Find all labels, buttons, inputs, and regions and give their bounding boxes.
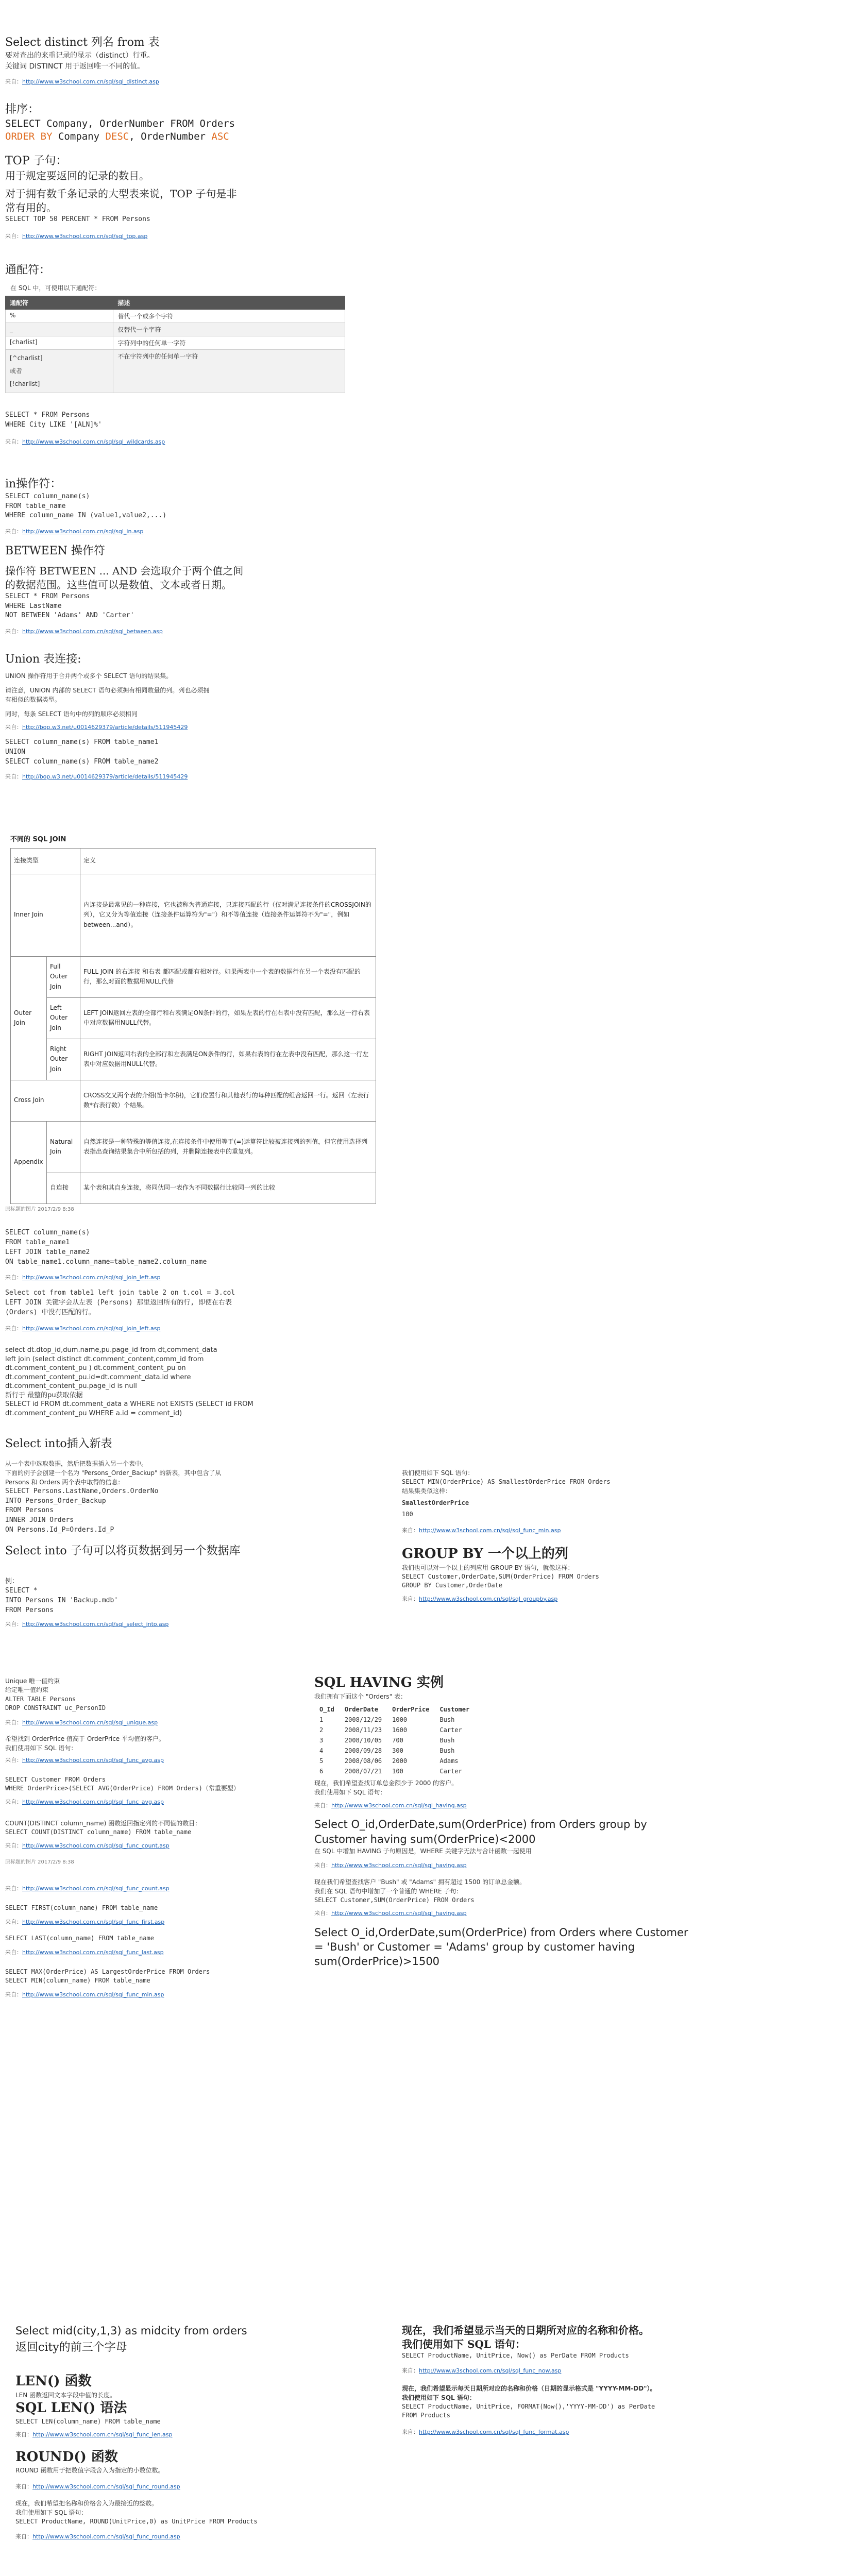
table-header: 通配符 <box>6 296 113 309</box>
code-min: SELECT MIN(column_name) FROM table_name <box>5 1977 150 1985</box>
text-line: UNION 操作符用于合并两个或多个 SELECT 语句的结果集。 <box>5 672 173 680</box>
source-link[interactable]: http://www.w3school.com.cn/sql/sql_func_format.asp <box>419 2428 569 2435</box>
code-having: SELECT Customer,SUM(OrderPrice) FROM Orders <box>314 1896 475 1904</box>
source-link[interactable]: http://www.w3school.com.cn/sql/sql_join_left.asp <box>22 1274 161 1281</box>
source-link-line: 来自：http://www.w3school.com.cn/sql/sql_func_first.asp <box>5 1919 165 1926</box>
heading-top: TOP 子句： <box>5 155 67 167</box>
heading-select-into-db: Select into 子句可以将页数据到另一个数据库 <box>5 1544 241 1557</box>
code-round: SELECT ProductName, ROUND(UnitPrice,0) as UnitPrice FROM Products <box>15 2518 258 2525</box>
text-line: 下面的例子会创建一个名为 "Persons_Order_Backup" 的新表，其中包含了从 <box>5 1469 222 1477</box>
text-line: dt.comment_content_pu.id=dt.comment_data.id where <box>5 1373 191 1381</box>
source-link-line: 来自：http://www.w3school.com.cn/sql/sql_func_format.asp <box>402 2428 569 2435</box>
section-select-into <box>5 1436 356 1629</box>
table-row: Outer Join Full Outer Join FULL JOIN 的右连接 和右表 都匹配或都有相对行。如果两表中一个表的数据行在另一个表没有匹配的行，那么对面的数据用NULL代替 <box>11 956 376 997</box>
source-link[interactable]: http://www.w3school.com.cn/sql/sql_groupby.asp <box>419 1595 558 1602</box>
section-having <box>314 1674 696 1969</box>
text-line: ROUND 函数用于把数值字段舍入为指定的小数位数。 <box>15 2467 164 2475</box>
text-line: 新行于 最整的pu获取依据 <box>5 1391 83 1399</box>
heading-in: in操作符： <box>5 478 62 490</box>
text-line: 我们使用如下 SQL 语句： <box>15 2509 88 2516</box>
source-link-line: 来自：http://www.w3school.com.cn/sql/sql_func_len.asp <box>15 2431 173 2438</box>
section-now <box>402 2324 721 2436</box>
source-link[interactable]: http://www.w3school.com.cn/sql/sql_having.asp <box>331 1862 467 1869</box>
section-min <box>402 1468 690 1535</box>
code-select-into-db: SELECT * INTO Persons IN 'Backup.mdb' FROM Persons <box>5 1587 119 1614</box>
source-link-line: 来自：http://www.w3school.com.cn/sql/sql_func_now.asp <box>402 2367 562 2375</box>
text-line: 现在，我们希望把名称和价格舍入为最接近的整数。 <box>15 2500 158 2507</box>
source-link-line: 来自：http://www.w3school.com.cn/sql/sql_func_avg.asp <box>5 1757 164 1764</box>
code-union: SELECT column_name(s) FROM table_name1 UNION SELECT column_name(s) FROM table_name2 <box>5 738 159 766</box>
text-line: 有相似的数据类型。 <box>5 696 61 703</box>
source-link[interactable]: http://www.w3school.com.cn/sql/sql_having.asp <box>331 1802 467 1809</box>
code-format: SELECT ProductName, UnitPrice, FORMAT(Now(),'YYYY-MM-DD') as PerDate FROM Products <box>402 2402 655 2419</box>
text-line: 请注意，UNION 内部的 SELECT 语句必须拥有相同数量的列。列也必须拥 <box>5 686 210 694</box>
source-link-line: 来自：http://www.w3school.com.cn/sql/sql_func_count.asp <box>5 1842 170 1849</box>
heading-having-query: Select O_id,OrderDate,sum(OrderPrice) from Orders group by Customer having sum(OrderPrice)<2000 <box>314 1818 647 1845</box>
section-dump <box>5 1346 376 1418</box>
wildcard-table <box>5 296 345 394</box>
text-line: 我们使用如下 SQL 语句： <box>402 1469 474 1477</box>
text-line: 我们在 SQL 语句中增加了一个普通的 WHERE 子句： <box>314 1887 463 1895</box>
source-link-line: 来自：http://www.w3school.com.cn/sql/sql_top.asp <box>5 232 148 240</box>
text-line: 关键词 DISTINCT 用于返回唯一不同的值。 <box>5 62 145 71</box>
result-column: SmallestOrderPrice <box>402 1499 469 1507</box>
code-wildcards: SELECT * FROM Persons WHERE City LIKE '[ALN]%' <box>5 411 102 429</box>
source-link[interactable]: http://www.w3school.com.cn/sql/sql_func_round.asp <box>32 2483 180 2490</box>
heading-having-query2: Select O_id,OrderDate,sum(OrderPrice) from Orders where Customer = 'Bush' or Customer = 'Adams' group by customer having sum(OrderPrice)>1500 <box>314 1926 688 1968</box>
table-row: 4 2008/09/28 300 Bush <box>319 1747 455 1754</box>
code-order-line2: ORDER BY Company DESC, OrderNumber ASC <box>5 131 229 143</box>
text-line: 返回city的前三个字母 <box>15 2341 127 2354</box>
source-link-line: 来自：http://www.w3school.com.cn/sql/sql_select_into.asp <box>5 1620 169 1628</box>
source-link[interactable]: http://www.w3school.com.cn/sql/sql_distinct.asp <box>22 78 159 85</box>
heading-select-into: Select into插入新表 <box>5 1437 112 1450</box>
section-in <box>5 477 314 536</box>
text-line: dt.comment_content_pu WHERE a.id = comment_id) <box>5 1409 182 1417</box>
source-link[interactable]: http://www.w3school.com.cn/sql/sql_join_left.asp <box>22 1325 161 1332</box>
text-line: 我们使用如下 SQL 语句： <box>402 2394 476 2401</box>
heading-now: 现在，我们希望显示当天的日期所对应的名称和价格。 <box>402 2324 649 2336</box>
table-row: 6 2008/07/21 100 Carter <box>319 1767 462 1775</box>
text-line: 要对查出的来重记录的显示（distinct）行重。 <box>5 51 155 60</box>
source-link[interactable]: http://www.w3school.com.cn/sql/sql_func_round.asp <box>32 2533 180 2540</box>
source-link-line: 来自：http://www.w3school.com.cn/sql/sql_func_round.asp <box>15 2483 180 2490</box>
table-row: Appendix Natural Join 自然连接是一种特殊的等值连接,在连接条件中使用等于(=)运算符比较被连接列的列值，但它使用选择列表指出查询结果集合中所包括的列，并删除连接表中的重复列。 <box>11 1121 376 1173</box>
text-line: 现在我们希望查找客户 "Bush" 或 "Adams" 拥有超过 1500 的订单总金额。 <box>314 1878 526 1886</box>
text-line: LEN 函数返回文本字段中值的长度。 <box>15 2391 116 2399</box>
caption: 原标题的图片 2017/2/9 8:38 <box>5 1207 74 1212</box>
text-line: 在 SQL 中，可使用以下通配符： <box>10 284 101 292</box>
text-line: COUNT(DISTINCT column_name) 函数返回指定列的不同值的数目： <box>5 1820 201 1827</box>
table-row: 5 2008/08/06 2000 Adams <box>319 1757 459 1765</box>
text-line: 现在，我们希望查找订单总金额少于 2000 的客户。 <box>314 1779 458 1787</box>
text-line: 给定唯一值约束 <box>5 1686 49 1694</box>
source-link[interactable]: http://www.w3school.com.cn/sql/sql_func_count.asp <box>22 1885 170 1892</box>
code-left-join: SELECT column_name(s) FROM table_name1 LEFT JOIN table_name2 ON table_name1.column_name=table_name2.column_name <box>5 1229 207 1266</box>
source-link-line: 来自：http://www.w3school.com.cn/sql/sql_wildcards.asp <box>5 438 165 445</box>
table-row: Left Outer Join LEFT JOIN返回左表的全部行和右表满足ON条件的行，如果左表的行在右表中没有匹配，那么这一行右表中对应数据用NULL代替。 <box>11 997 376 1039</box>
heading-join: 不同的 SQL JOIN <box>10 836 66 843</box>
code-last: SELECT LAST(column_name) FROM table_name <box>5 1934 154 1942</box>
heading-mid: Select mid(city,1,3) as midcity from orders <box>15 2325 247 2337</box>
section-join <box>10 835 376 1204</box>
code-between: SELECT * FROM Persons WHERE LastName NOT BETWEEN 'Adams' AND 'Carter' <box>5 592 134 620</box>
code-max: SELECT MAX(OrderPrice) AS LargestOrderPrice FROM Orders <box>5 1968 210 1975</box>
table-row: [charlist] 字符列中的任何单一字符 <box>6 336 345 349</box>
heading-between: BETWEEN 操作符 <box>5 545 105 557</box>
text-line: left join (select distinct dt.comment_content,comm_id from <box>5 1355 204 1363</box>
table-row: Inner Join 内连接是最常见的一种连接，它也被称为普通连接，只连接匹配的行（仅对满足连接条件的CROSSJOIN的列），它又分为等值连接（连接条件运算符为"="）和不等值连接（连接条件运算符不为"="，例如between...and）。 <box>11 874 376 956</box>
source-link[interactable]: http://www.w3school.com.cn/sql/sql_func_avg.asp <box>22 1757 164 1764</box>
source-link-line: 来自：http://www.w3school.com.cn/sql/sql_having.asp <box>314 1862 467 1869</box>
text-line: 希望找到 OrderPrice 值高于 OrderPrice 平均值的客户。 <box>5 1735 165 1743</box>
heading-round: ROUND() 函数 <box>15 2449 118 2465</box>
code-len: SELECT LEN(column_name) FROM table_name <box>15 2417 161 2425</box>
table-header: OrderDate <box>344 1705 378 1713</box>
section-groupby <box>402 1546 711 1603</box>
text-line: select dt.dtop_id,dum.name,pu.page_id from dt,comment_data <box>5 1346 217 1354</box>
table-row: 自连接 某个表和其自身连接，将同伙同一表作为不同数据行比较同一列的比较 <box>11 1173 376 1204</box>
section-between <box>5 544 335 636</box>
text-line: 用于规定要返回的记录的数目。 <box>5 169 149 182</box>
text-line: 操作符 BETWEEN ... AND 会选取介于两个值之间 <box>5 564 244 577</box>
source-link[interactable]: http://www.w3school.com.cn/sql/sql_func_count.asp <box>22 1842 170 1849</box>
heading-len-syntax: SQL LEN() 语法 <box>15 2400 127 2416</box>
text-line: 的数据范围。这些值可以是数值、文本或者日期。 <box>5 578 232 591</box>
code-top: SELECT TOP 50 PERCENT * FROM Persons <box>5 215 150 223</box>
source-link-line: 来自：http://www.w3school.com.cn/sql/sql_func_count.asp <box>5 1885 170 1892</box>
source-link-line: 来自：http://www.w3school.com.cn/sql/sql_unique.asp <box>5 1719 158 1726</box>
code-min-result: SELECT MIN(OrderPrice) AS SmallestOrderPrice FROM Orders <box>402 1478 611 1485</box>
source-link[interactable]: http://www.w3school.com.cn/sql/sql_top.asp <box>22 232 148 240</box>
text-line: 对于拥有数千条记录的大型表来说，TOP 子句是非 <box>5 187 237 200</box>
code-order-line1: SELECT Company, OrderNumber FROM Orders <box>5 117 235 129</box>
source-link[interactable]: http://www.w3school.com.cn/sql/sql_func_first.asp <box>22 1919 165 1926</box>
source-link-line: 来自：http://www.w3school.com.cn/sql/sql_func_min.asp <box>402 1527 561 1534</box>
heading-now-sub: 我们使用如下 SQL 语句： <box>402 2338 526 2350</box>
heading-having: SQL HAVING 实例 <box>314 1675 444 1690</box>
text-line: 例： <box>5 1577 19 1585</box>
result-value: 100 <box>402 1510 413 1518</box>
source-link-line: 来自：http://www.w3school.com.cn/sql/sql_having.asp <box>314 1802 467 1809</box>
source-link-line: 来自：http://www.w3school.com.cn/sql/sql_func_round.asp <box>15 2533 180 2540</box>
source-link[interactable]: http://www.w3school.com.cn/sql/sql_unique.asp <box>22 1719 158 1726</box>
source-link[interactable]: http://bop.w3.net/u0014629379/article/details/511945429 <box>22 773 188 780</box>
heading-union: Union 表连接: <box>5 653 81 666</box>
code-left-join-note: Select cot from table1 left join table 2 on t.col = 3.col LEFT JOIN 关键字会从左表 (Persons) 那里返回所有的行, 即使在右表 (Orders) 中没有匹配的行。 <box>5 1289 235 1316</box>
source-link[interactable]: http://www.w3school.com.cn/sql/sql_between.asp <box>22 628 163 635</box>
source-link[interactable]: http://www.w3school.com.cn/sql/sql_func_now.asp <box>419 2367 562 2375</box>
section-union <box>5 652 356 781</box>
table-row: % 替代一个或多个字符 <box>6 309 345 323</box>
caption: 原标题的图片 2017/2/9 8:38 <box>5 1859 74 1866</box>
source-link[interactable]: http://www.w3school.com.cn/sql/sql_wildcards.asp <box>22 438 165 445</box>
source-link-line: 来自：http://bop.w3.net/u0014629379/article/details/511945429 <box>5 773 188 780</box>
text-line: dt.comment_content_pu ) dt.comment_content_pu on <box>5 1364 186 1372</box>
table-header: OrderPrice <box>392 1705 430 1713</box>
table-row: [^charlist] 或者 [!charlist] 不在字符列中的任何单一字符 <box>6 349 345 393</box>
heading-wildcards: 通配符： <box>5 264 51 277</box>
table-header: Customer <box>439 1705 470 1713</box>
text-line: 结果集类似这样： <box>402 1487 452 1495</box>
code-avg: SELECT Customer FROM Orders WHERE OrderPrice>(SELECT AVG(OrderPrice) FROM Orders)（常重要型） <box>5 1775 240 1792</box>
text-line: 常有用的。 <box>5 201 57 214</box>
section-top <box>5 154 314 241</box>
text-line: 现在，我们希望显示每天日期所对应的名称和价格（日期的显示格式是 "YYYY-MM-DD"）。 <box>402 2384 656 2392</box>
join-table <box>10 848 376 1204</box>
source-link-line: 来自：http://www.w3school.com.cn/sql/sql_having.asp <box>314 1910 467 1917</box>
orders-table <box>314 1704 475 1776</box>
source-link[interactable]: http://bop.w3.net/u0014629379/article/details/511945429 <box>22 723 188 731</box>
keyword-asc: ASC <box>211 131 229 143</box>
source-link[interactable]: http://www.w3school.com.cn/sql/sql_func_len.asp <box>32 2431 173 2438</box>
section-functions <box>5 1677 304 1999</box>
table-header: O_Id <box>319 1705 334 1713</box>
table-row: Cross Join CROSS交叉两个表的介绍(笛卡尔积)，它们位置行和其他表行的每种匹配的组合返回一行。返回（左表行数*右表行数）个结果。 <box>11 1080 376 1121</box>
text-line: ALTER TABLE Persons <box>5 1695 76 1703</box>
table-row: 3 2008/10/05 700 Bush <box>319 1736 455 1744</box>
code-now: SELECT ProductName, UnitPrice, Now() as PerDate FROM Products <box>402 2352 629 2359</box>
code-in: SELECT column_name(s) FROM table_name WHERE column_name IN (value1,value2,...) <box>5 492 167 520</box>
keyword-order-by: ORDER BY <box>5 131 53 143</box>
section-wildcards <box>5 263 356 447</box>
source-link-line: 来自：http://www.w3school.com.cn/sql/sql_between.asp <box>5 628 163 635</box>
source-link-line: 来自：http://www.w3school.com.cn/sql/sql_func_min.asp <box>5 1991 164 1998</box>
text-line: Unique 唯一值约束 <box>5 1677 60 1685</box>
source-link-line: 来自：http://www.w3school.com.cn/sql/sql_distinct.asp <box>5 78 159 85</box>
text-line: 我们使用如下 SQL 语句： <box>5 1744 77 1752</box>
table-row: 1 2008/12/29 1000 Bush <box>319 1716 455 1723</box>
heading-distinct: Select distinct 列名 from 表 <box>5 36 160 49</box>
source-link[interactable]: http://www.w3school.com.cn/sql/sql_select_into.asp <box>22 1620 169 1628</box>
source-link-line: 来自：http://www.w3school.com.cn/sql/sql_func_last.asp <box>5 1949 164 1956</box>
section-left-join <box>5 1206 376 1333</box>
text-line: 同时，每条 SELECT 语句中的列的顺序必须相同 <box>5 710 138 718</box>
source-link-line: 来自：http://www.w3school.com.cn/sql/sql_in.asp <box>5 528 144 535</box>
table-header: 描述 <box>113 296 345 309</box>
code-groupby: SELECT Customer,OrderDate,SUM(OrderPrice) FROM Orders GROUP BY Customer,OrderDate <box>402 1572 599 1589</box>
table-header: 连接类型 <box>11 848 80 874</box>
table-header: 定义 <box>80 848 376 874</box>
text-line: dt.comment_content_pu.page_id is null <box>5 1382 137 1391</box>
text-line: 从一个表中选取数据，然后把数据插入另一个表中。 <box>5 1460 148 1467</box>
source-link[interactable]: http://www.w3school.com.cn/sql/sql_having.asp <box>331 1910 467 1917</box>
source-link[interactable]: http://www.w3school.com.cn/sql/sql_func_min.asp <box>419 1527 561 1534</box>
text-line: 我们拥有下面这个 "Orders" 表： <box>314 1692 407 1700</box>
source-link[interactable]: http://www.w3school.com.cn/sql/sql_func_min.asp <box>22 1991 164 1998</box>
heading-len: LEN() 函数 <box>15 2374 92 2389</box>
text-line: Persons 和 Orders 两个表中取得的信息： <box>5 1478 124 1486</box>
source-link[interactable]: http://www.w3school.com.cn/sql/sql_func_avg.asp <box>22 1798 164 1805</box>
text-line: 我们使用如下 SQL 语句： <box>314 1788 386 1796</box>
table-row: 2 2008/11/23 1600 Carter <box>319 1726 462 1734</box>
code-select-into: SELECT Persons.LastName,Orders.OrderNo INTO Persons_Order_Backup FROM Persons INNER JOIN Orders ON Persons.Id_P=Orders.Id_P <box>5 1487 159 1534</box>
source-link[interactable]: http://www.w3school.com.cn/sql/sql_func_last.asp <box>22 1949 164 1956</box>
section-mid <box>15 2324 376 2541</box>
table-row: _ 仅替代一个字符 <box>6 323 345 336</box>
keyword-desc: DESC <box>105 131 129 143</box>
code-count: SELECT COUNT(DISTINCT column_name) FROM table_name <box>5 1828 192 1836</box>
text-line: DROP CONSTRAINT uc_PersonID <box>5 1704 106 1712</box>
heading-order: 排序： <box>5 103 40 116</box>
source-link-line: 来自：http://www.w3school.com.cn/sql/sql_join_left.asp <box>5 1325 161 1332</box>
code-first: SELECT FIRST(column_name) FROM table_name <box>5 1904 158 1911</box>
text-line: 我们也可以对一个以上的列应用 GROUP BY 语句，就像这样： <box>402 1564 574 1571</box>
source-link-line: 来自：http://www.w3school.com.cn/sql/sql_groupby.asp <box>402 1595 558 1602</box>
source-link-line: 来自：http://www.w3school.com.cn/sql/sql_func_avg.asp <box>5 1798 164 1805</box>
section-distinct <box>5 35 314 86</box>
source-link-line: 来自：http://bop.w3.net/u0014629379/article/details/511945429 <box>5 723 188 731</box>
heading-groupby: GROUP BY 一个以上的列 <box>402 1546 568 1562</box>
source-link-line: 来自：http://www.w3school.com.cn/sql/sql_join_left.asp <box>5 1274 161 1281</box>
table-row: Right Outer Join RIGHT JOIN返回右表的全部行和左表满足ON条件的行，如果右表的行在左表中没有匹配，那么这一行左表中对应数据用NULL代替。 <box>11 1039 376 1080</box>
text-line: SELECT id FROM dt.comment_data a WHERE not EXISTS (SELECT id FROM <box>5 1400 253 1409</box>
text-line: 在 SQL 中增加 HAVING 子句原因是，WHERE 关键字无法与合计函数一起使用 <box>314 1848 532 1855</box>
source-link[interactable]: http://www.w3school.com.cn/sql/sql_in.asp <box>22 528 144 535</box>
section-order <box>5 102 314 144</box>
